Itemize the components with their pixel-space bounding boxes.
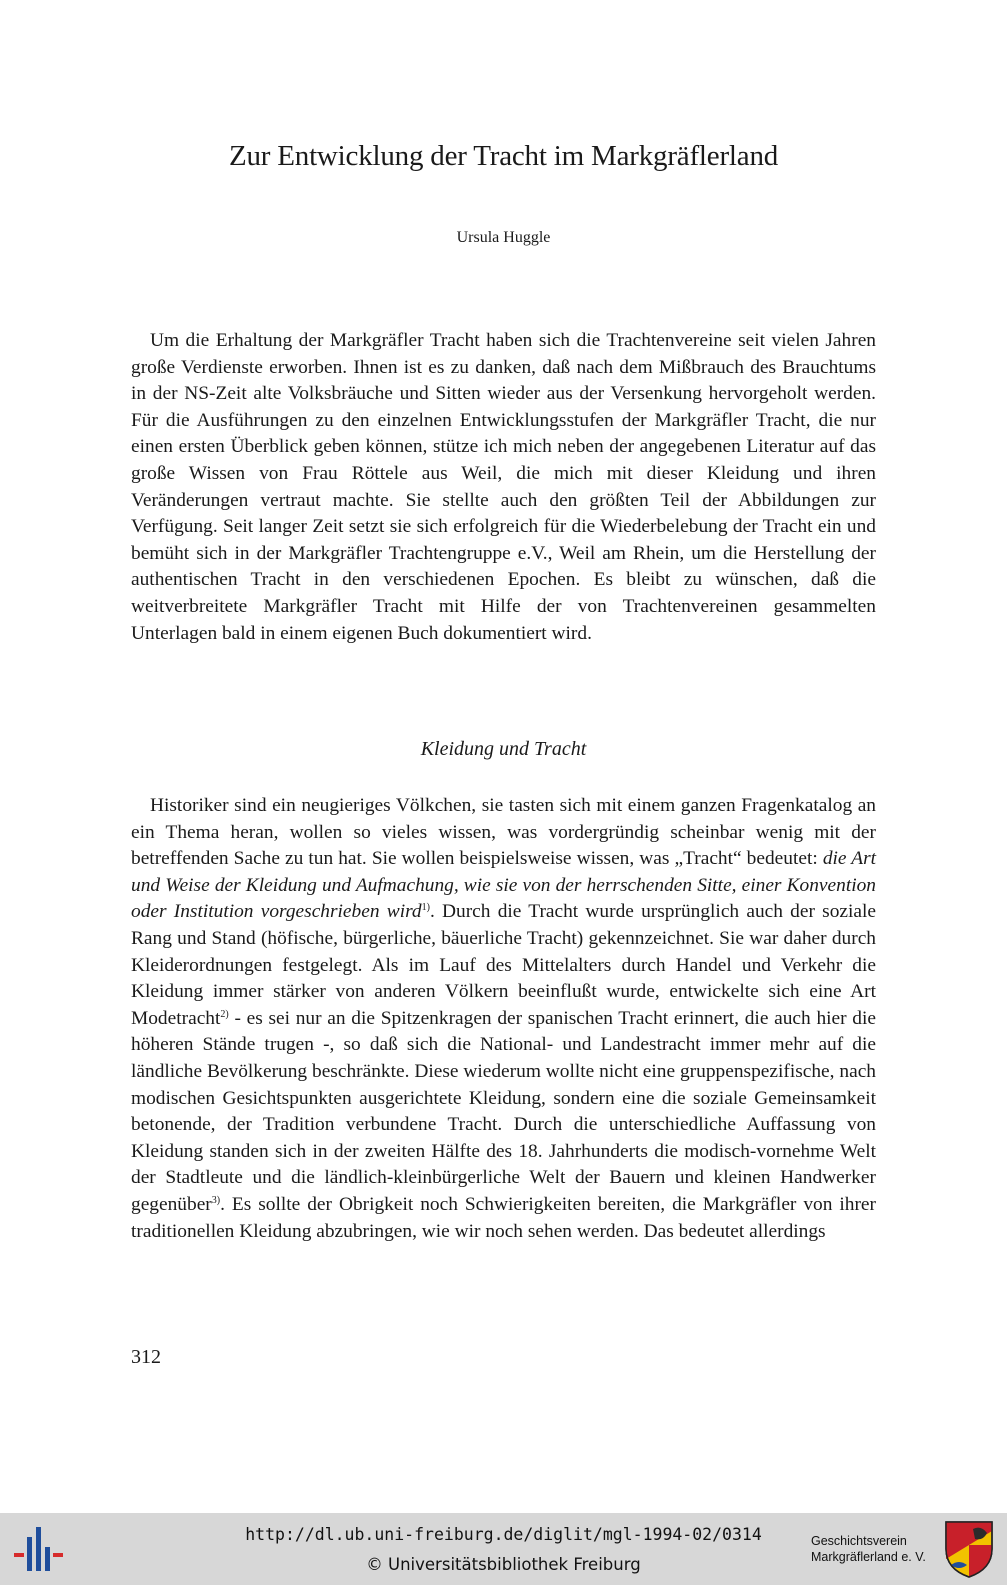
footer-bar	[0, 1513, 1007, 1585]
body-paragraph	[131, 793, 876, 1245]
copyright-notice: © Universitätsbibliothek Freiburg	[366, 1555, 641, 1574]
body-text: . Es sollte der Obrigkeit noch Schwierigkeiten bereiten, die Markgräfler von ihrer traditionellen Kleidung abzubringen, wie wir noch sehen werden. Das bedeutet allerdings	[131, 1193, 876, 1242]
body-text: . Durch die Tracht wurde ursprünglich auch der soziale Rang und Stand (höfische, bürgerliche, bäuerliche Tracht) gekennzeichnet. Sie war daher durch Kleiderordnungen festgelegt. Als im Lauf des Mittelalters durch Handel und Verkehr die Kleidung immer stärker von anderen Völkern beeinflußt wurde, entwickelte sich eine Art Modetracht	[131, 901, 876, 1029]
society-name	[811, 1533, 941, 1565]
page-number: 312	[131, 1346, 161, 1368]
author-name: Ursula Huggle	[456, 229, 551, 246]
intro-paragraph: Um die Erhaltung der Markgräfler Tracht haben sich die Trachtenvereine seit vielen Jahren große Verdienste erworben. Ihnen ist es zu danken, daß nach dem Mißbrauch des Brauchtums in der NS-Zeit alte Volksbräuche und Sitten wieder aus der Versenkung hervorgeholt werden. Für die Ausführungen zu den einzelnen Entwicklungsstufen der Markgräfler Tracht, die nur einen ersten Überblick geben können, stütze ich mich neben der angegebenen Literatur auf das große Wissen von Frau Röttele aus Weil, die mich mit dieser Kleidung und ihren Veränderungen vertraut machte. Sie stellte auch den größten Teil der Abbildungen zur Verfügung. Seit langer Zeit setzt sie sich erfolgreich für die Wiederbelebung der Tracht ein und bemüht sich in der Markgräfler Trachtengruppe e.V., Weil am Rhein, um die Herstellung der authentischen Tracht in den verschiedenen Epochen. Es bleibt zu wünschen, daß die weitverbreitete Markgräfler Tracht mit Hilfe der von Trachtenvereinen gesammelten Unterlagen bald in einem eigenen Buch dokumentiert wird.	[131, 330, 876, 644]
footnote-ref-2: 2)	[220, 1008, 229, 1020]
coat-of-arms-icon	[943, 1519, 995, 1579]
body-text: Historiker sind ein neugieriges Völkchen, sie tasten sich mit einem ganzen Fragenkatalog an ein Thema heran, wollen so vieles wissen, was vordergründig scheinbar wenig mit der betreffenden Sache zu tun hat. Sie wollen beispielsweise wissen, was „Tracht“ bedeutet:	[131, 795, 876, 870]
society-name-line: Markgräflerland e. V.	[811, 1550, 926, 1564]
page-title: Zur Entwicklung der Tracht im Markgräflerland	[228, 140, 779, 172]
quoted-definition: die Art und Weise der Kleidung und Aufmachung, wie sie von der herrschenden Sitte, einer Konvention oder Institution vorgeschrieben wird	[131, 848, 877, 923]
footnote-ref-3: 3)	[211, 1194, 221, 1206]
footnote-ref-1: 1)	[421, 902, 430, 914]
section-heading: Kleidung und Tracht	[420, 738, 587, 760]
body-text: - es sei nur an die Spitzenkragen der spanischen Tracht erinnert, die auch hier die höheren Stände trugen -, so daß sich die National- und Landestracht immer mehr auf die ländliche Bevölkerung beschränkte. Diese wiederum wollte nicht eine gruppenspezifische, nach modischen Gesichtspunkten ausgerichtete Kleidung, sondern eine die soziale Gemeinsamkeit betonende, der Tradition verbundene Tracht. Durch die unterschiedliche Auffassung von Kleidung standen sich in der zweiten Hälfte des 18. Jahrhunderts die modisch-vornehme Welt der Stadtleute und die ländlich-kleinbürgerliche Welt der Bauern und kleinen Handwerker gegenüber	[131, 1007, 876, 1215]
source-url-link[interactable]: http://dl.ub.uni-freiburg.de/diglit/mgl-1994-02/0314	[245, 1525, 762, 1544]
society-name-line: Geschichtsverein	[811, 1534, 907, 1548]
